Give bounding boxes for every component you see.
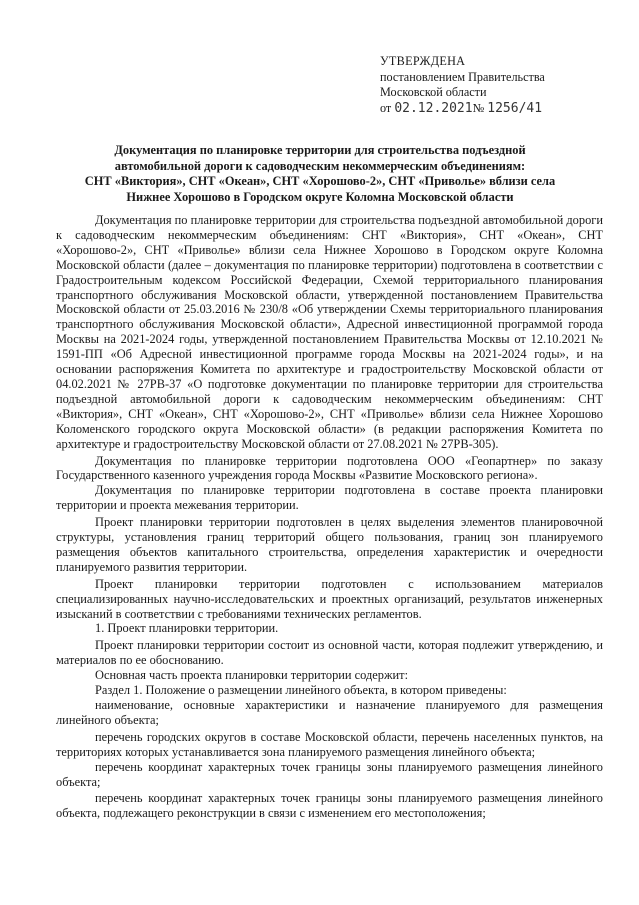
title-line: Нижнее Хорошово в Городском округе Коломна Московской области	[126, 189, 514, 204]
title-line: СНТ «Виктория», СНТ «Океан», СНТ «Хорошово-2», СНТ «Приволье» вблизи села	[84, 174, 556, 189]
list-item: перечень городских округов в составе Московской области, перечень населенных пунктов, на территориях которых устанавливается зона планируемого размещения линейного объекта;	[56, 729, 603, 759]
approval-block	[380, 54, 545, 116]
paragraph-section-heading: 1. Проект планировки территории.	[95, 621, 279, 636]
paragraph-main-part: Основная часть проекта планировки территории содержит:	[95, 668, 409, 683]
approval-date: 02.12.2021	[394, 100, 473, 116]
paragraph-purpose: Проект планировки территории подготовлен в целях выделения элементов планировочной структуры, установления границ территорий общего пользования, границ зон планируемого размещения объектов капитального строительства, определения характеристик и очередности планируемого развития территории.	[56, 515, 603, 574]
approval-heading: УТВЕРЖДЕНА	[380, 54, 466, 68]
list-item: перечень координат характерных точек границы зоны планируемого размещения линейного объекта;	[56, 759, 603, 789]
approval-issuer-line: постановлением Правительства	[380, 69, 545, 84]
approval-number-sign: №	[472, 100, 485, 115]
paragraph-section-1: Раздел 1. Положение о размещении линейного объекта, в котором приведены:	[95, 683, 507, 698]
approval-region-line: Московской области	[380, 85, 487, 99]
document-body	[56, 213, 603, 821]
paragraph-legal-basis: Документация по планировке территории для строительства подъездной автомобильной дороги к садоводческим некоммерческим объединениям: СНТ «Виктория», СНТ «Океан», СНТ «Хорошово-2», СНТ «Приволье» вблизи села Нижнее Хорошово в Городском округе Коломна Московской области (далее – документация по планировке территории) подготовлена в соответствии с Градостроительным кодексом Российской Федерации, Схемой территориального планирования транспортного обслуживания Московской области, утвержденной постановлением Правительства Московской области от 25.03.2016 № 230/8 «Об утверждении Схемы территориального планирования транспортного обслуживания Московской области», Адресной инвестиционной программой города Москвы на 2021-2024 годы, утвержденной постановлением Правительства Москвы от 12.10.2021 № 1591-ПП «Об Адресной инвестиционной программе города Москвы на 2021-2024 годы», и на основании распоряжения Комитета по архитектуре и градостроительству Московской области от 04.02.2021 № 27РВ-37 «О подготовке документации по планировке территории для строительства подъездной автомобильной дороги к садоводческим некоммерческим объединениям: СНТ «Виктория», СНТ «Океан», СНТ «Хорошово-2», СНТ «Приволье» вблизи села Нижнее Хорошово Коломенского городского округа Московской области» (в редакции распоряжения Комитета по архитектуре и градостроительству Московской области от 27.08.2021 № 27РВ-305).	[56, 213, 603, 451]
approval-number: 1256/41	[487, 100, 543, 116]
paragraph-composition: Документация по планировке территории подготовлена в составе проекта планировки территории и проекта межевания территории.	[56, 483, 603, 513]
approval-from-label: от	[380, 100, 392, 115]
paragraph-structure: Проект планировки территории состоит из основной части, которая подлежит утверждению, и материалов по ее обоснованию.	[56, 638, 603, 668]
paragraph-materials: Проект планировки территории подготовлен с использованием материалов специализированных научно-исследовательских и проектных организаций, результатов инженерных изысканий в соответствии с требованиями технических регламентов.	[56, 576, 603, 621]
title-line: Документация по планировке территории для строительства подъездной	[114, 143, 526, 157]
approval-date-line	[380, 101, 545, 117]
list-item: перечень координат характерных точек границы зоны планируемого размещения линейного объекта, подлежащего реконструкции в связи с изменением его местоположения;	[56, 791, 603, 821]
document-title	[70, 143, 570, 205]
title-line: автомобильной дороги к садоводческим некоммерческим объединениям:	[114, 158, 526, 173]
paragraph-contractor: Документация по планировке территории подготовлена ООО «Геопартнер» по заказу Государственного казенного учреждения города Москвы «Развитие Московского региона».	[56, 453, 603, 483]
list-item: наименование, основные характеристики и назначение планируемого для размещения линейного объекта;	[56, 698, 603, 727]
